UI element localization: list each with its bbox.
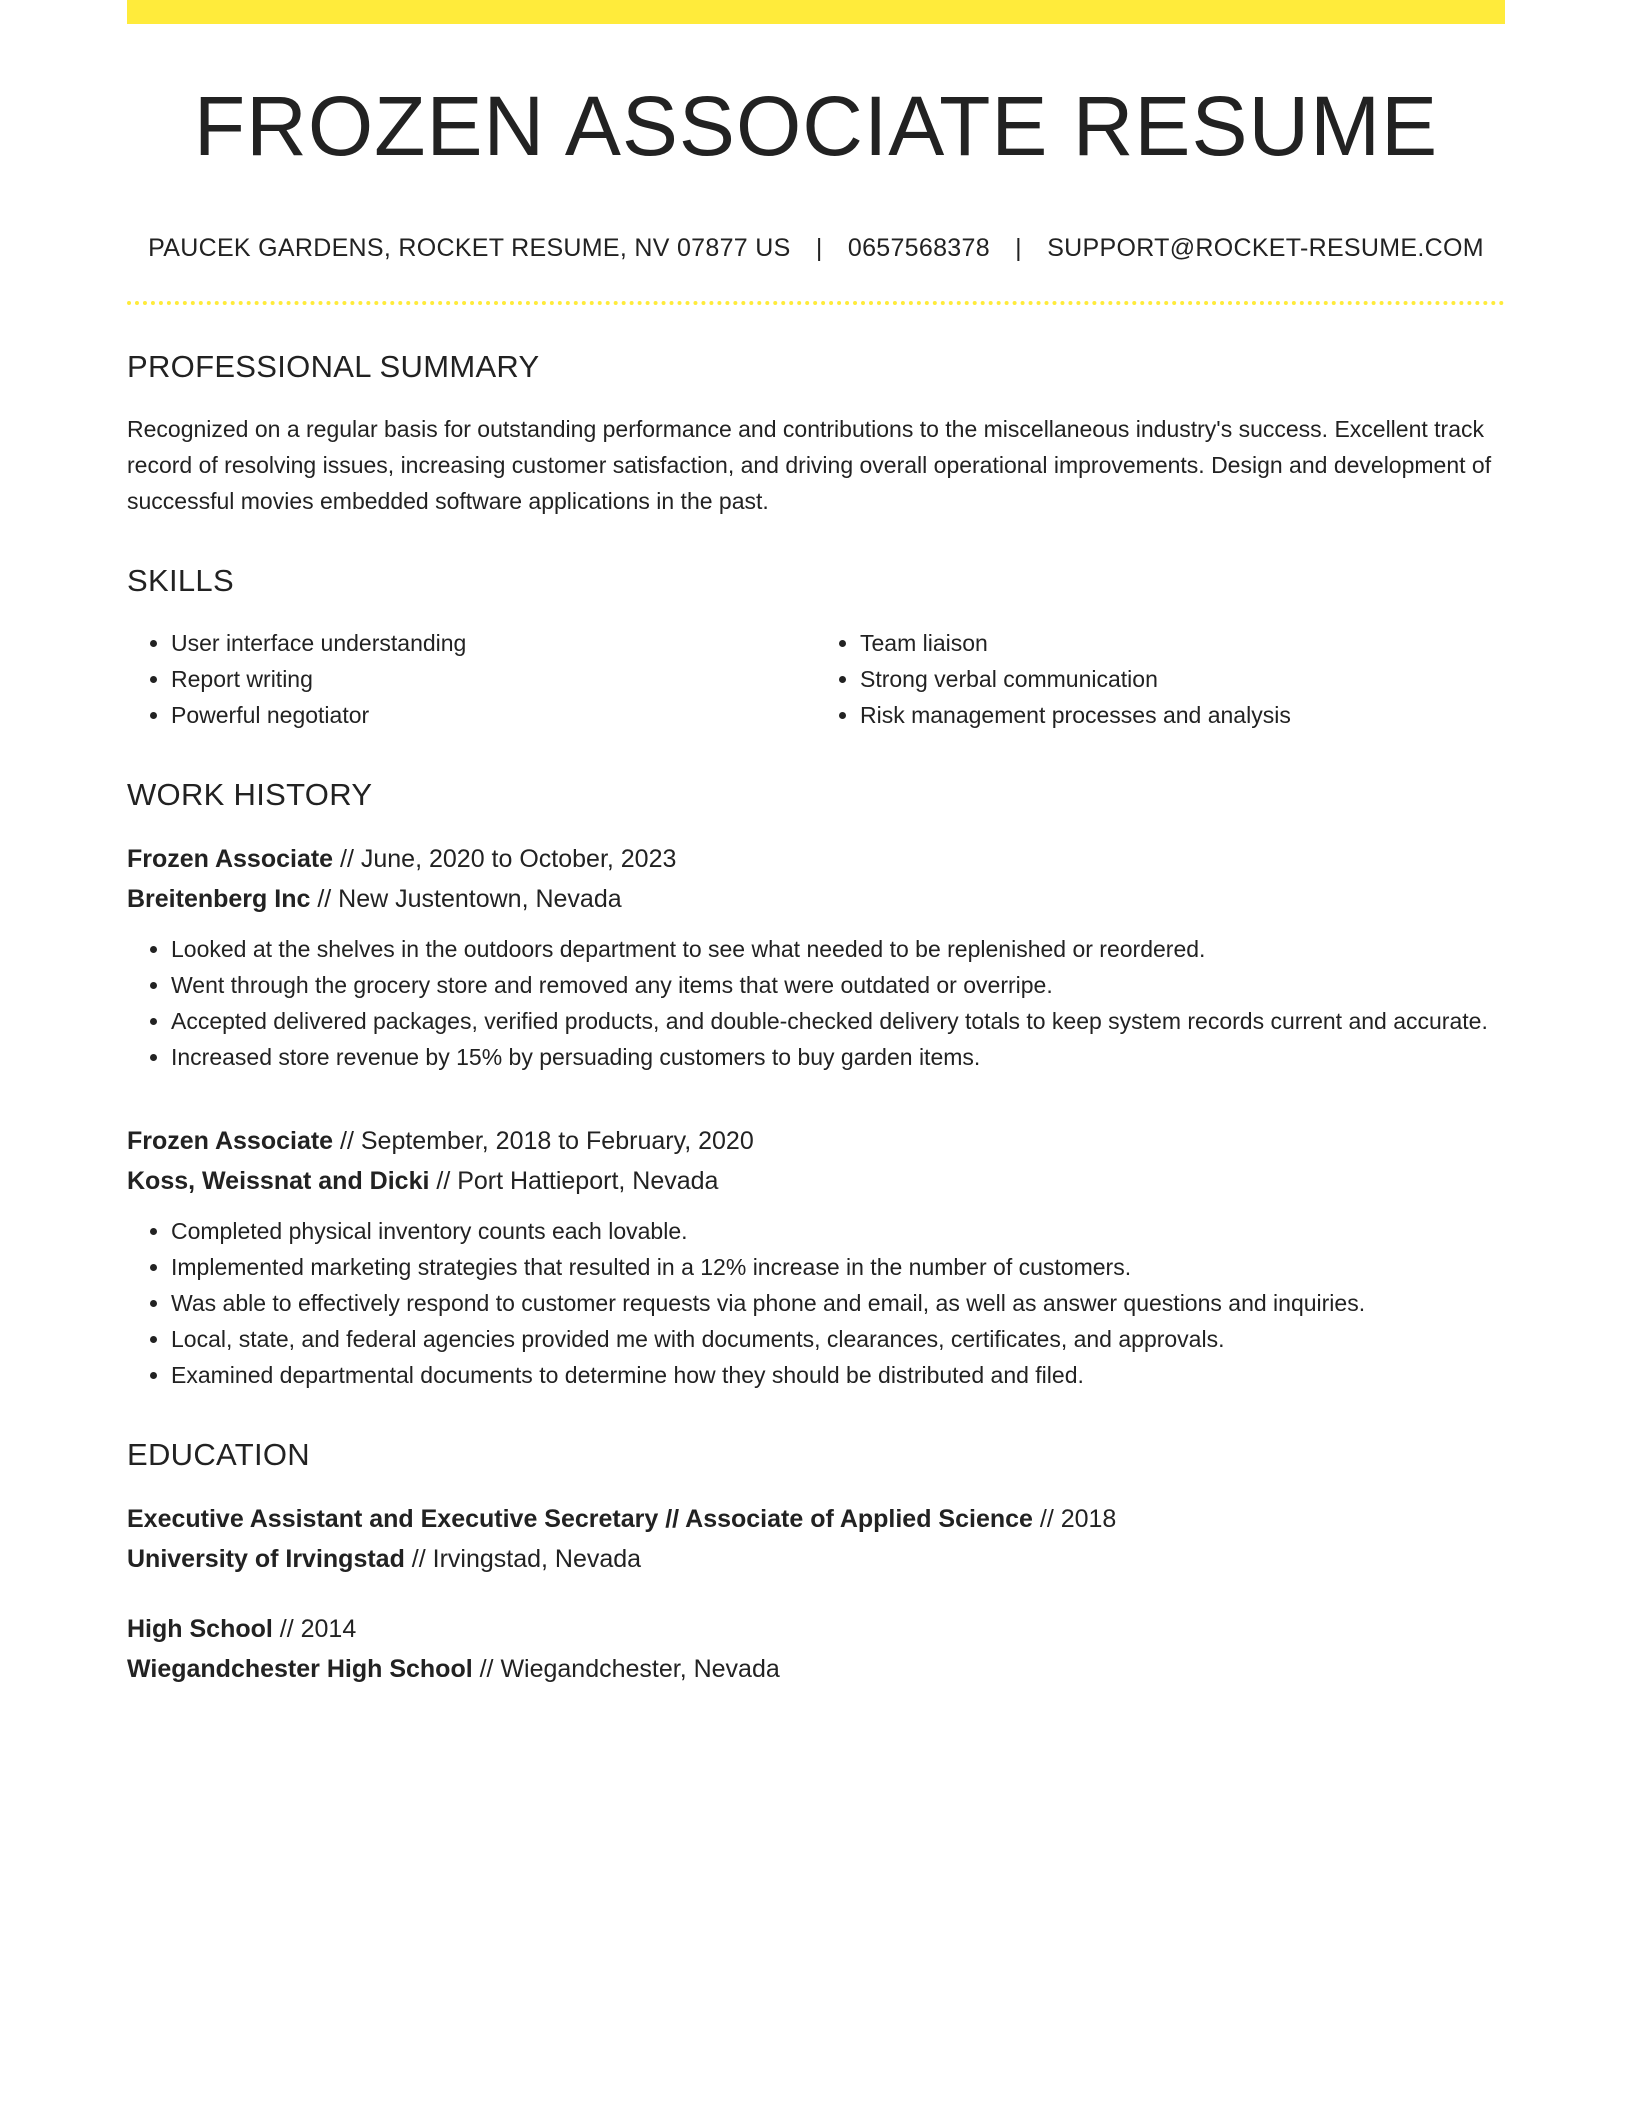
section-title-work-history: WORK HISTORY [127,777,373,812]
education-degree-line [127,1609,1505,1649]
job-company: Koss, Weissnat and Dicki [127,1167,430,1195]
section-title-education: EDUCATION [127,1437,310,1472]
job-entry [127,1121,1505,1393]
contact-separator: | [1015,234,1022,262]
job-company-line [127,1161,1505,1201]
section-title-summary: PROFESSIONAL SUMMARY [127,349,540,384]
job-bullets [127,1213,1505,1393]
skills-column-left [127,625,816,733]
education-degree-line [127,1499,1505,1539]
contact-email: SUPPORT@ROCKET-RESUME.COM [1047,234,1484,262]
top-accent-bar [127,0,1505,24]
contact-address: PAUCEK GARDENS, ROCKET RESUME, NV 07877 US [148,234,791,262]
education-degree: High School [127,1615,273,1643]
education-location: // Wiegandchester, Nevada [472,1655,780,1683]
job-bullets [127,931,1505,1075]
skills-column-right [816,625,1505,733]
job-company: Breitenberg Inc [127,885,311,913]
skill-item: • User interface understanding [171,625,816,661]
job-title: Frozen Associate [127,1127,334,1155]
list-item: • Completed physical inventory counts each lovable. [171,1213,1505,1249]
job-entry [127,839,1505,1075]
list-item: • Local, state, and federal agencies provided me with documents, clearances, certificates, and approvals. [171,1321,1505,1357]
education-year: // 2018 [1032,1505,1117,1533]
job-title-line [127,839,1505,879]
skill-item: • Team liaison [860,625,1505,661]
skill-item: • Risk management processes and analysis [860,697,1505,733]
education-degree: Executive Assistant and Executive Secretary // Associate of Applied Science [127,1505,1033,1533]
list-item: • Increased store revenue by 15% by persuading customers to buy garden items. [171,1039,1505,1075]
education-entry [127,1499,1505,1579]
contact-line [127,234,1505,263]
list-item: • Was able to effectively respond to customer requests via phone and email, as well as answer questions and inquiries. [171,1285,1505,1321]
education-school-line [127,1539,1505,1579]
education-school: Wiegandchester High School [127,1655,473,1683]
skill-item: • Report writing [171,661,816,697]
page-title: FROZEN ASSOCIATE RESUME [193,79,1439,173]
list-item: • Implemented marketing strategies that resulted in a 12% increase in the number of customers. [171,1249,1505,1285]
education-school: University of Irvingstad [127,1545,405,1573]
job-location: // New Justentown, Nevada [310,885,622,913]
job-title: Frozen Associate [127,845,334,873]
list-item: • Examined departmental documents to determine how they should be distributed and filed. [171,1357,1505,1393]
job-company-line [127,879,1505,919]
education-school-line [127,1649,1505,1689]
header-divider [127,301,1505,305]
skills-list [127,625,1505,733]
job-dates: // June, 2020 to October, 2023 [333,845,677,873]
contact-separator: | [815,234,823,262]
list-item: • Went through the grocery store and removed any items that were outdated or overripe. [171,967,1505,1003]
education-year: // 2014 [272,1615,357,1643]
list-item: • Accepted delivered packages, verified products, and double-checked delivery totals to keep system records current and accurate. [171,1003,1505,1039]
contact-phone: 0657568378 [847,234,990,262]
list-item: • Looked at the shelves in the outdoors department to see what needed to be replenished or reordered. [171,931,1505,967]
job-dates: // September, 2018 to February, 2020 [333,1127,754,1155]
job-title-line [127,1121,1505,1161]
section-title-skills: SKILLS [127,563,234,598]
job-location: // Port Hattieport, Nevada [429,1167,719,1195]
skill-item: • Powerful negotiator [171,697,816,733]
summary-text: Recognized on a regular basis for outstanding performance and contributions to the miscellaneous industry's success. Excellent track record of resolving issues, increasing customer satisfaction, and driving overall operational improvements. Design and development of successful movies embedded software applications in the past. [127,416,1492,514]
skill-item: • Strong verbal communication [860,661,1505,697]
education-location: // Irvingstad, Nevada [404,1545,642,1573]
education-entry [127,1609,1505,1689]
